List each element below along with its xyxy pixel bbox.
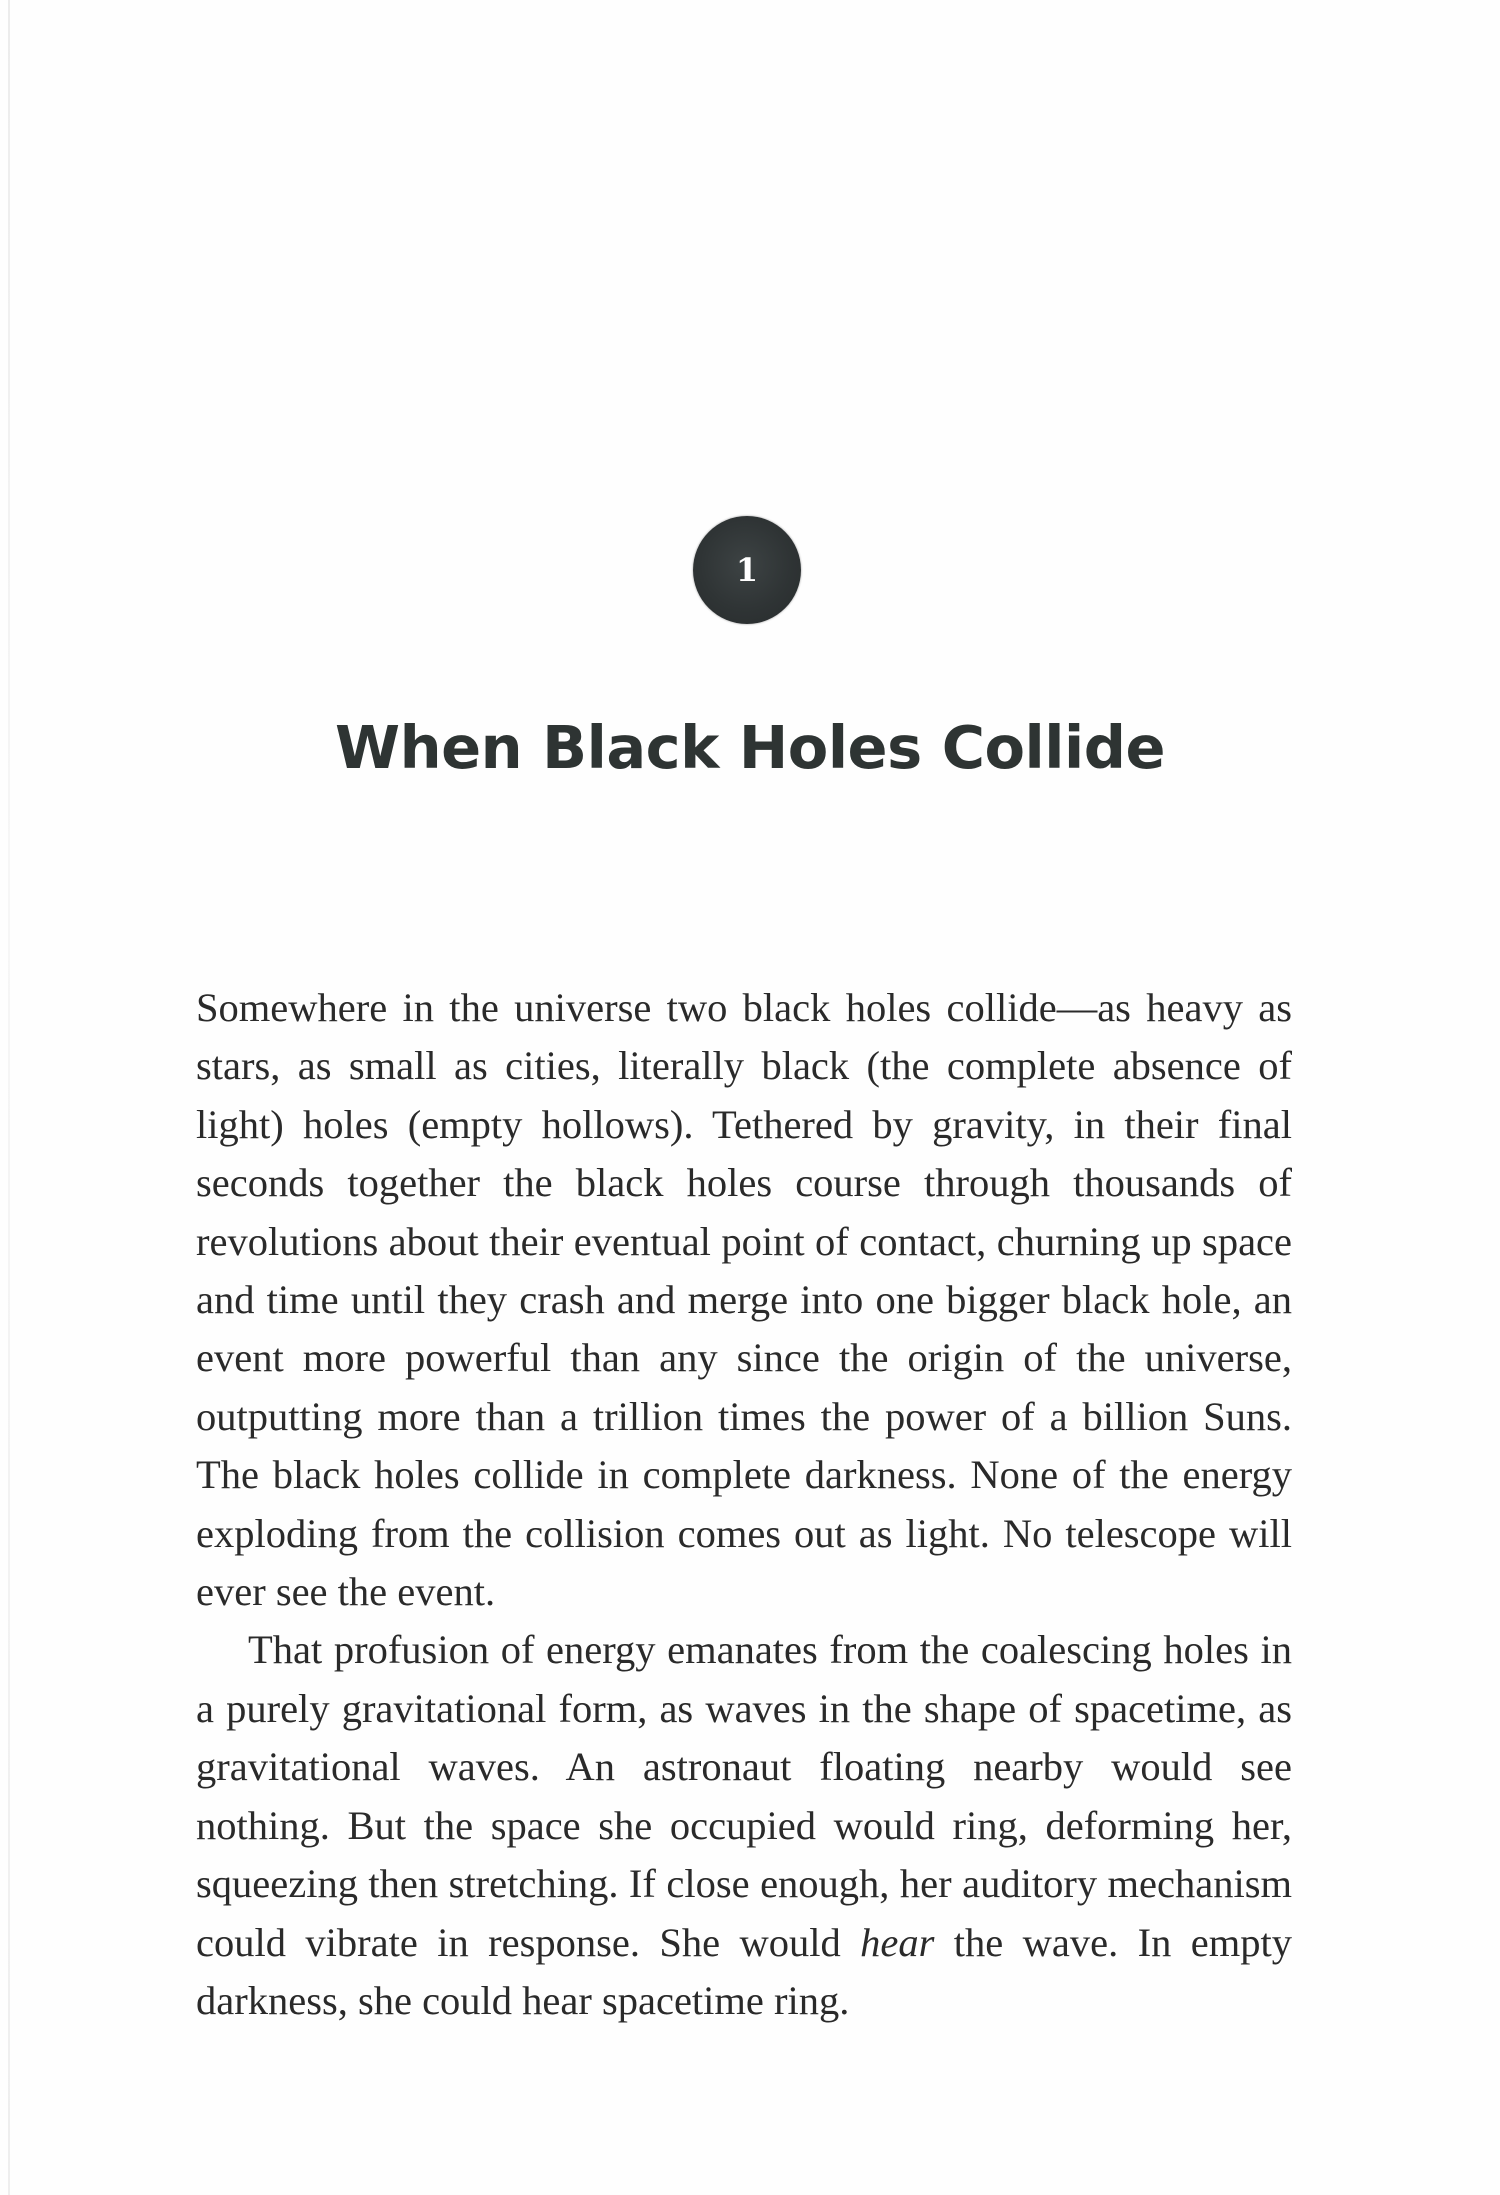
paragraph-2-emphasis: hear <box>860 1919 935 1965</box>
body-text <box>196 979 1292 2030</box>
paragraph-2-text-start: That profusion of energy emanates from the coalescing holes in a purely gravitational form, as waves in the shape of spacetime, as gravitational waves. An astronaut floating nearby would see nothing. But the space she occupied would ring, deforming her, squeezing then stretching. If close enough, her auditory mechanism could vibrate in response. She would <box>196 1627 1292 1965</box>
paragraph-2 <box>196 1621 1292 2030</box>
chapter-number-badge: 1 <box>693 516 801 624</box>
paragraph-2-text-end: the wave. In empty darkness, she could hear spacetime ring. <box>196 1919 1292 2023</box>
chapter-title: When Black Holes Collide <box>335 712 1165 782</box>
paragraph-1: Somewhere in the universe two black holes collide—as heavy as stars, as small as cities, literally black (the complete absence of light) holes (empty hollows). Tethered by gravity, in their final seconds together the black holes course through thousands of revolutions about their eventual point of contact, churning up space and time until they crash and merge into one bigger black hole, an event more powerful than any since the origin of the universe, outputting more than a trillion times the power of a billion Suns. The black holes collide in complete darkness. None of the energy exploding from the collision comes out as light. No telescope will ever see the event. <box>196 985 1292 1615</box>
page-edge <box>8 0 10 2195</box>
